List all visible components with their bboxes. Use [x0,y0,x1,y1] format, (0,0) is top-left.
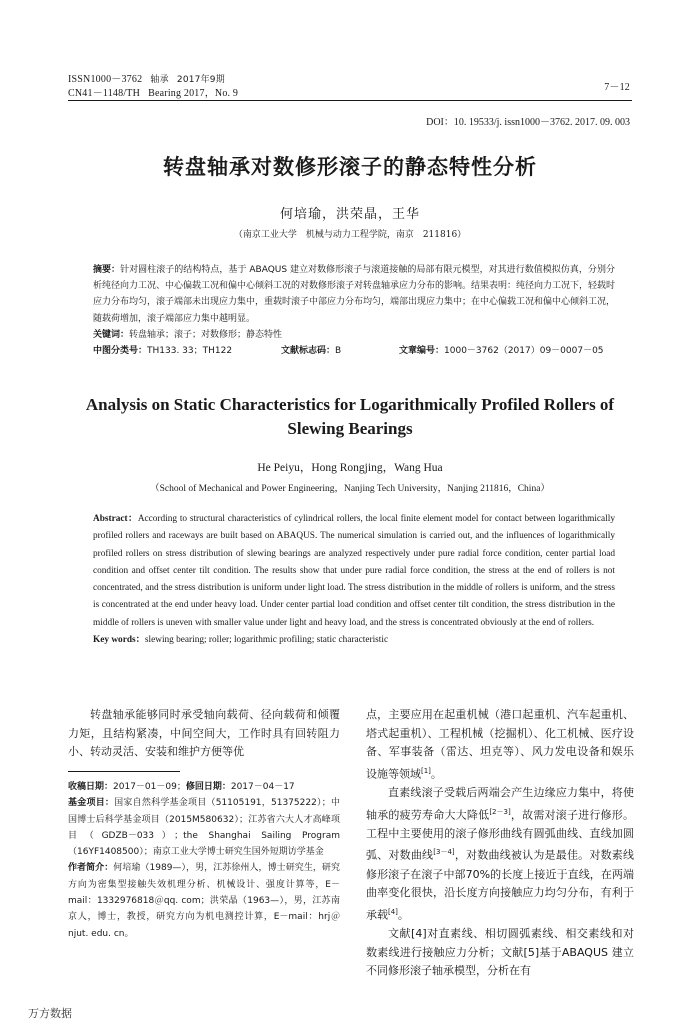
cn-title: 转盘轴承对数修形滚子的静态特性分析 [163,154,537,179]
received-dates [68,779,340,795]
en-title: Analysis on Static Characteristics for Logarithmically Profiled Rollers of Slewing Bearings [85,395,615,438]
en-affiliation: （School of Mechanical and Power Engineering，Nanjing Tech University，Nanjing 211816，China） [150,484,550,494]
footnotes [68,779,340,942]
watermark: 万方数据 [28,1007,72,1020]
clc: TH133. 33；TH122 [147,346,233,357]
cn-abstract-label: 摘要： [93,265,121,275]
en-keywords-label: Key words： [93,635,145,646]
en-abstract-text: According to structural characteristics of cylindrical rollers, the local finite element model for contact between logarithmically profiled rollers and raceways are built based on ABAQUS. The numerical simulation is carried out, and the influences of logarithmically profiled rollers on stress distribution of slewing bearings are analyzed respectively under pure radial force condition, center partial load condition and offset center tilt condition. The results show that under pure radial force condition, the stress at the end of rollers is not concentrated, and the stress distribution is uniform under light load. The stress distribution in the middle of rollers is uniform, and the stress is concentrated at the end under heavy load. Under center partial load condition and offset center tilt condition, the stress distribution in the middle of rollers is uneven with smaller value under light and heavy load, and the stress is concentrated obviously at the end of rollers. [93,514,615,628]
article-no-label: 文章编号： [399,346,445,357]
received-date: 2017－01－09； [113,782,186,792]
year-issue-cn: 2017年9期 [176,75,225,85]
paragraph-2-text-c: ，对数曲线被认为是最佳。对数素线修形滚子在滚子中部70%的长度上接近于直线，在两端曲率变化很快，沿长度方向接触应力均匀分布，有利于承载 [366,849,635,922]
right-column [366,706,634,981]
intro-paragraph: 转盘轴承能够同时承受轴向载荷、径向载荷和倾覆力矩，且结构紧凑，中间空间大，工作时具有回转阻力小、转动灵活、安装和维护方便等优 [68,708,340,759]
issn: ISSN1000－3762 [68,74,143,85]
cn-keywords-label: 关键词： [93,329,130,340]
revised-date: 2017－04－17 [230,782,295,792]
citation[interactable]: [4] [388,907,398,916]
cn-keywords: 转盘轴承；滚子；对数修形；静态特性 [129,329,283,340]
citation[interactable]: [3－4] [433,848,455,857]
author-label: 作者简介： [68,863,114,874]
author-text: 何培瑜（1989—），男，江苏徐州人，博士研究生，研究方向为密集型接触失效机理分析、机械设计、强度计算等，E－mail：1332976818＠qq. com；洪荣晶（1963—），男，江苏南京人，博士，教授，研究方向为机电测控计算，E－mail：hrj＠njut. edu. cn。 [68,863,340,939]
cn-abstract-text: 针对圆柱滚子的结构特点，基于 ABAQUS 建立对数修形滚子与滚道接触的局部有限元模型，对其进行数值模拟仿真，分别分析纯径向力工况、中心偏载工况和偏中心倾斜工况的对数修形滚子对转盘轴承应力分布的影响。结果表明：纯径向力工况下，轻载时应力分布均匀，滚子端部未出现应力集中，重载时滚子中部应力分布均匀，端部出现应力集中；在中心偏载工况和偏中心倾斜工况，随载荷增加，滚子端部应力集中越明显。 [93,265,616,324]
paragraph-2-text-b: ，故需对滚子进行修形。工程中主要使用的滚子修形曲线有圆弧曲线、直线加圆弧、对数曲线 [366,808,634,863]
en-abstract [93,511,615,649]
paragraph-3: 文献[4]对直素线、相切圆弧素线、相交素线和对数素线进行接触应力分析；文献[5]基于ABAQUS 建立不同修形滚子轴承模型，分析在有 [366,927,634,978]
citation[interactable]: [2－3] [489,807,511,816]
cn-affiliation: （南京工业大学 机械与动力工程学院，南京 211816） [233,230,467,240]
journal-name-cn: 轴承 [150,75,169,85]
citation[interactable]: [1] [421,766,431,775]
author-note [68,860,340,941]
header-rule [68,100,632,101]
paragraph-2-end: 。 [397,908,409,922]
fund-text: 国家自然科学基金项目（51105191，51375222）；中国博士后科学基金项目（2015M580632）；江苏省六大人才高峰项目（GDZB－033）；the Shanghai Sailing Program（16YF1408500）；南京工业大学博士研究生国外短期访学基金 [68,798,340,858]
en-abstract-label: Abstract： [93,514,138,524]
paragraph-2-text: 直素线滚子受载后两端会产生边缘应力集中，将使轴承的疲劳寿命大大降低 [366,786,634,822]
clc-label: 中图分类号： [93,346,148,357]
cn-abstract [93,262,615,359]
page-range: 7－12 [604,82,630,93]
en-keywords: slewing bearing; roller; logarithmic profiling; static characteristic [144,635,389,646]
doc-code-label: 文献标志码： [281,346,336,357]
cn-authors: 何培瑜，洪荣晶，王华 [279,207,420,222]
fund-note [68,795,340,860]
paragraph-1-text: 点，主要应用在起重机械（港口起重机、汽车起重机、塔式起重机）、工程机械（挖掘机）、化工机械、医疗设备、军事装备（雷达、坦克等）、风力发电设备和娱乐设施等领域 [366,708,634,781]
en-authors: He Peiyu，Hong Rongjing，Wang Hua [257,462,443,474]
revised-label: 修回日期： [185,782,231,792]
cn-number: CN41－1148/TH [68,88,141,99]
doc-code: B [335,346,342,357]
journal-name-en: Bearing 2017，No. 9 [148,88,239,99]
paragraph-1-end: 。 [430,767,442,781]
footnote-rule [68,771,180,772]
paragraph-2 [366,784,634,925]
paragraph-1 [366,706,634,784]
fund-label: 基金项目： [68,798,115,809]
received-label: 收稿日期： [68,782,114,792]
header-left [68,73,238,100]
doi: DOI：10. 19533/j. issn1000－3762. 2017. 09. 003 [426,117,630,128]
article-no: 1000－3762（2017）09－0007－05 [444,346,604,357]
